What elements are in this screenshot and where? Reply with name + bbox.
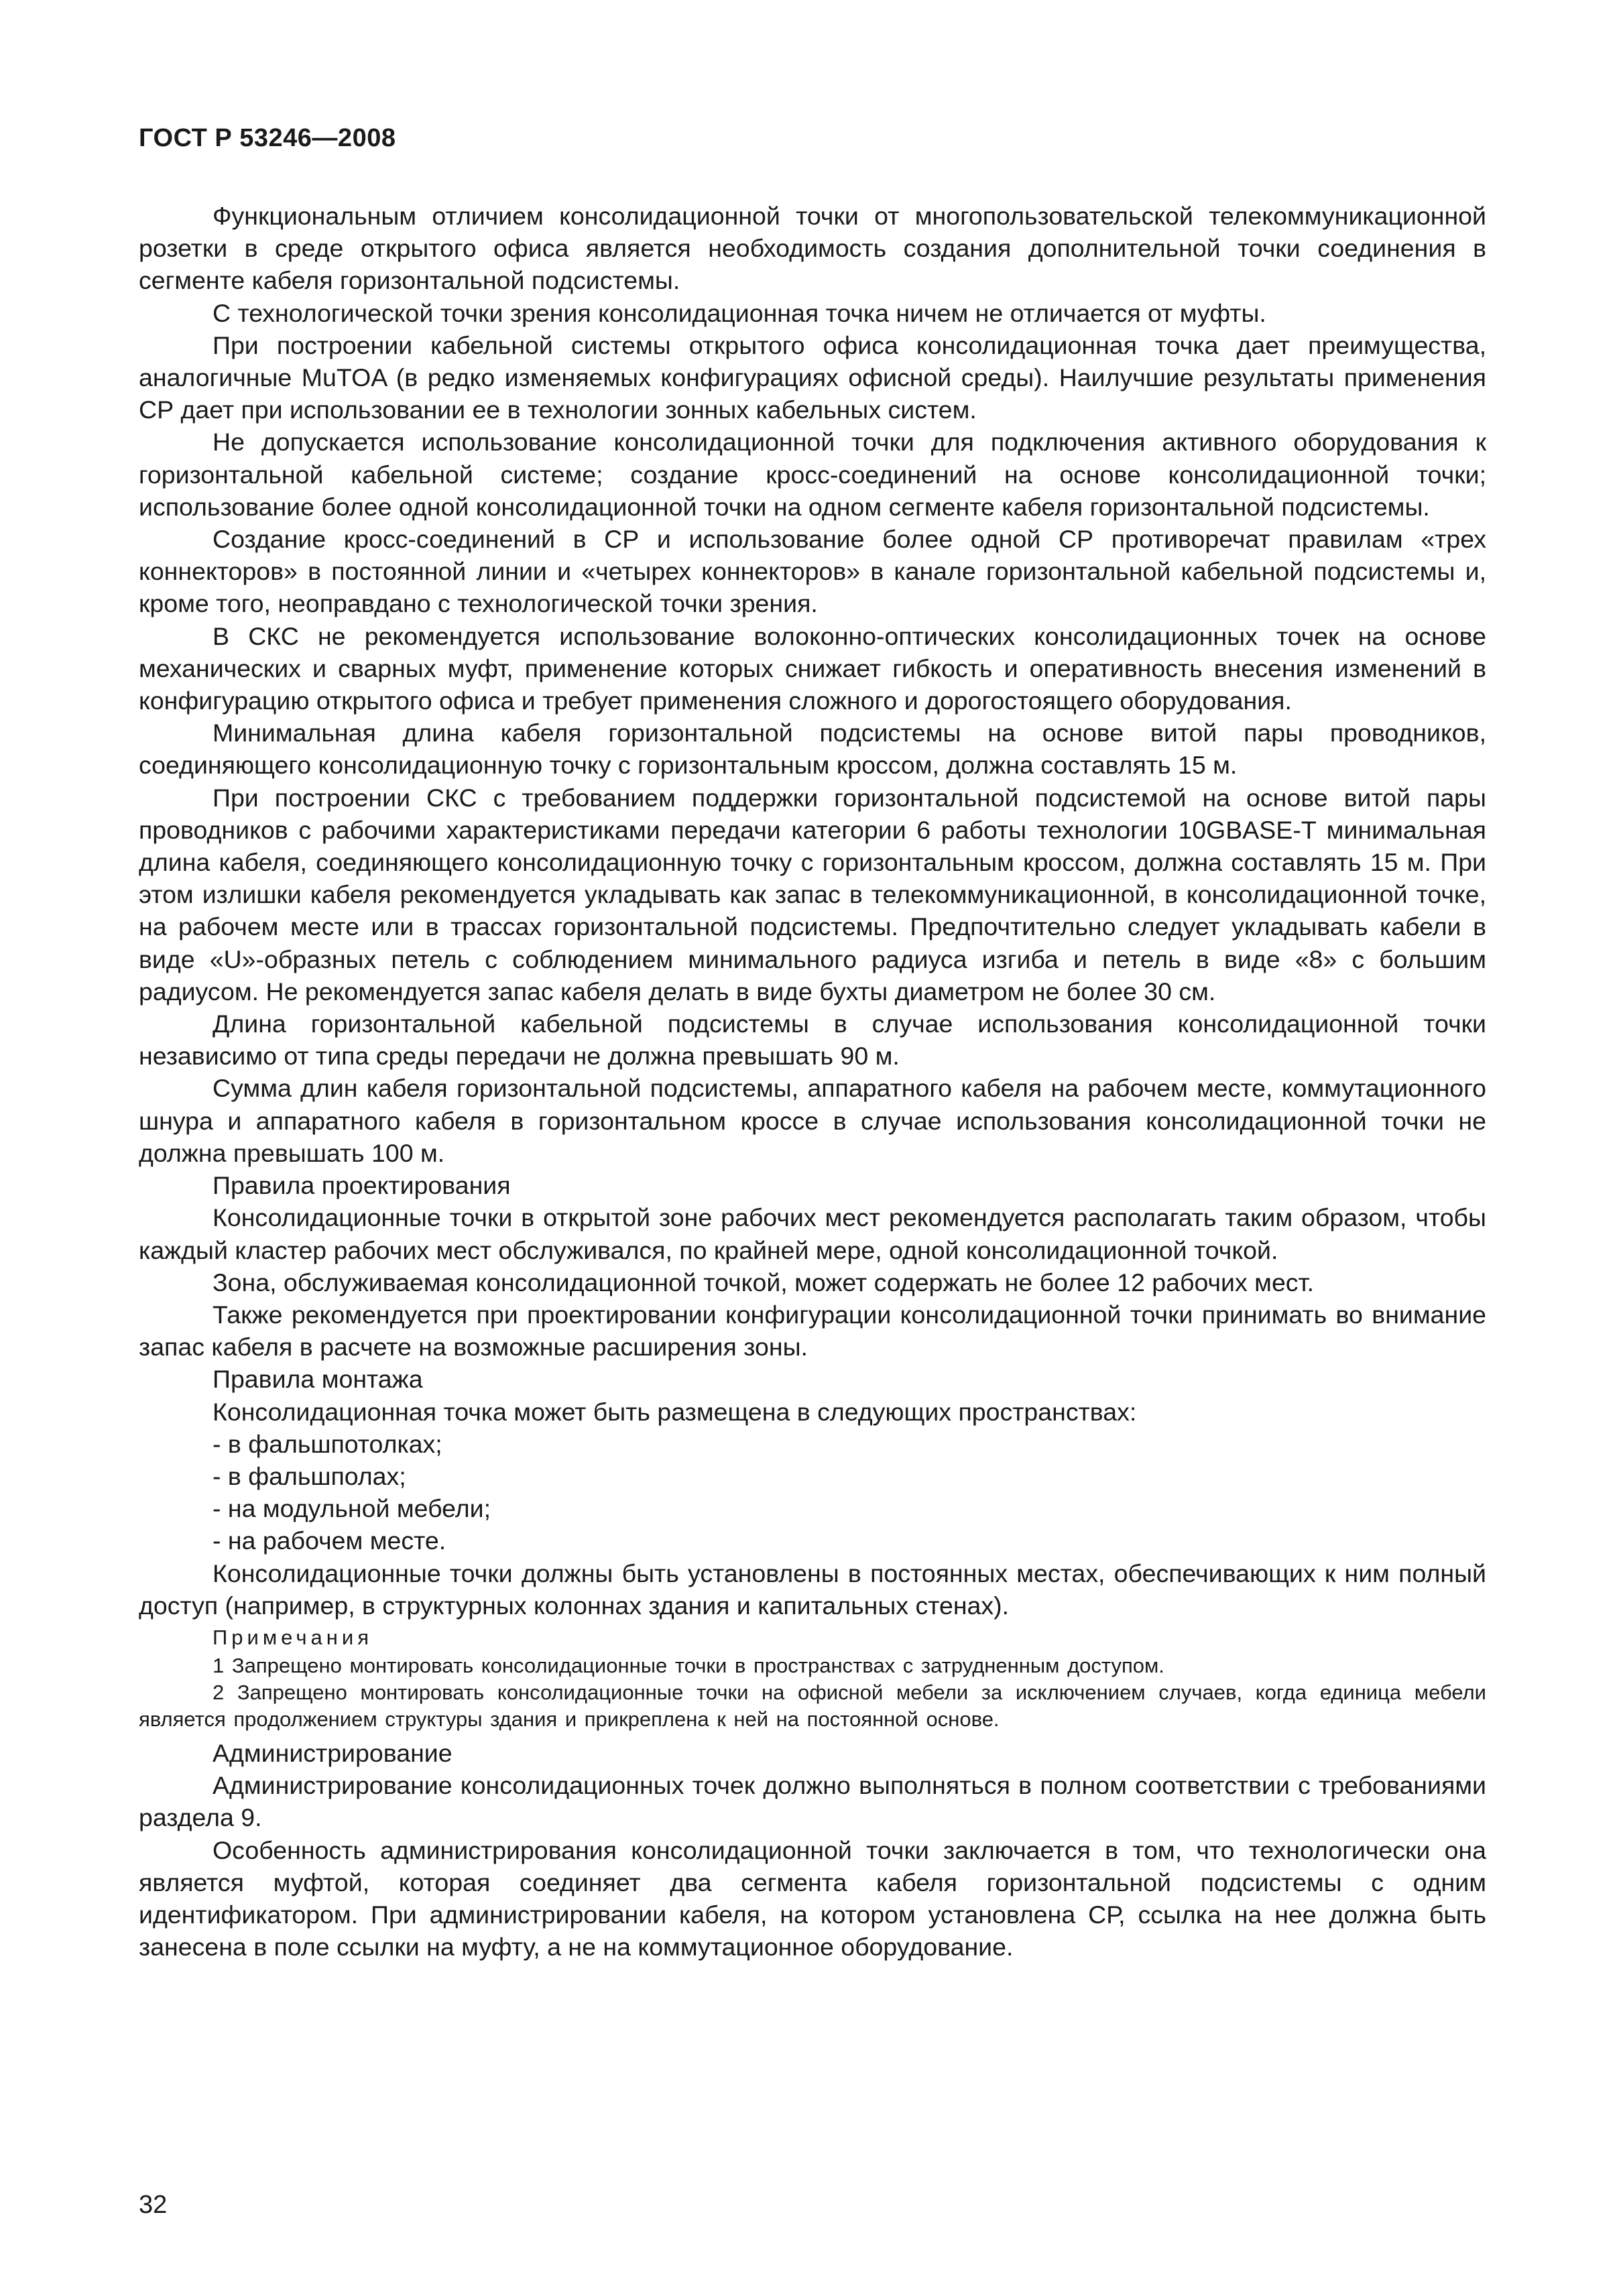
paragraph: При построении кабельной системы открытого офиса консолидационная точка дает преимущества, аналогичные MuTOA (в редко изменяемых конфигурациях офисной среды). Наилучшие результаты применения СР дает при использовании ее в технологии зонных кабельных систем.	[139, 330, 1486, 424]
paragraph: С технологической точки зрения консолидационная точка ничем не отличается от муфты.	[213, 298, 1266, 327]
list-item: - на модульной мебели;	[213, 1494, 491, 1523]
body-text	[139, 200, 1486, 1963]
paragraph: Консолидационные точки должны быть установлены в постоянных местах, обеспечивающих к ним полный доступ (например, в структурных колоннах здания и капитальных стенах).	[139, 1559, 1486, 1620]
note-item: 2 Запрещено монтировать консолидационные точки на офисной мебели за исключением случаев, когда единица мебели является продолжением структуры здания и прикреплена к ней на постоянной основе.	[139, 1680, 1486, 1731]
list-item: - на рабочем месте.	[213, 1526, 446, 1555]
paragraph: Также рекомендуется при проектировании конфигурации консолидационной точки принимать во внимание запас кабеля в расчете на возможные расширения зоны.	[139, 1300, 1486, 1362]
paragraph: Консолидационная точка может быть размещена в следующих пространствах:	[213, 1397, 1137, 1426]
paragraph: Администрирование консолидационных точек должно выполняться в полном соответствии с требованиями раздела 9.	[139, 1771, 1486, 1832]
paragraph: Функциональным отличием консолидационной точки от многопользовательской телекоммуникационной розетки в среде открытого офиса является необходимость создания дополнительной точки соединения в сегменте кабеля горизонтальной подсистемы.	[139, 202, 1486, 295]
notes-block	[139, 1624, 1486, 1733]
paragraph: При построении СКС с требованием поддержки горизонтальной подсистемой на основе витой пары проводников с рабочими характеристиками передачи категории 6 работы технологии 10GBASE-T минимальная длина кабеля, соединяющего консолидационную точку с горизонтальным кроссом, должна составлять 15 м. При этом излишки кабеля рекомендуется укладывать как запас в телекоммуникационной, в консолидационной точке, на рабочем месте или в трассах горизонтальной подсистемы. Предпочтительно следует укладывать кабели в виде «U»-образных петель с соблюдением минимального радиуса изгиба и петель в виде «8» с большим радиусом. Не рекомендуется запас кабеля делать в виде бухты диаметром не более 30 см.	[139, 783, 1486, 1006]
paragraph: Не допускается использование консолидационной точки для подключения активного оборудования к горизонтальной кабельной системе; создание кросс-соединений на основе консолидационной точки; использование более одной консолидационной точки на одном сегменте кабеля горизонтальной подсистемы.	[139, 428, 1486, 521]
document-header: ГОСТ Р 53246—2008	[139, 124, 396, 152]
paragraph: Зона, обслуживаемая консолидационной точкой, может содержать не более 12 рабочих мест.	[213, 1268, 1314, 1296]
notes-title: Примечания	[213, 1625, 373, 1649]
paragraph: Особенность администрирования консолидационной точки заключается в том, что технологически она является муфтой, которая соединяет два сегмента кабеля горизонтальной подсистемы с одним идентификатором. При администрировании кабеля, на котором установлена СР, ссылка на нее должна быть занесена в поле ссылки на муфту, а не на коммутационное оборудование.	[139, 1835, 1486, 1961]
paragraph: Минимальная длина кабеля горизонтальной подсистемы на основе витой пары проводников, соединяющего консолидационную точку с горизонтальным кроссом, должна составлять 15 м.	[139, 719, 1486, 780]
section-heading: Правила проектирования	[213, 1171, 511, 1200]
section-heading: Администрирование	[213, 1738, 453, 1767]
paragraph: Сумма длин кабеля горизонтальной подсистемы, аппаратного кабеля на рабочем месте, коммутационного шнура и аппаратного кабеля в горизонтальном кроссе в случае использования консолидационной точки не должна превышать 100 м.	[139, 1074, 1486, 1167]
section-heading: Правила монтажа	[213, 1365, 423, 1394]
paragraph: Длина горизонтальной кабельной подсистемы в случае использования консолидационной точки независимо от типа среды передачи не должна превышать 90 м.	[139, 1010, 1486, 1071]
list-item: - в фальшполах;	[213, 1461, 406, 1490]
paragraph: Консолидационные точки в открытой зоне рабочих мест рекомендуется располагать таким образом, чтобы каждый кластер рабочих мест обслуживался, по крайней мере, одной консолидационной точкой.	[139, 1203, 1486, 1264]
page-number: 32	[139, 2191, 168, 2219]
list-item: - в фальшпотолках;	[213, 1429, 442, 1458]
paragraph: В СКС не рекомендуется использование волоконно-оптических консолидационных точек на основе механических и сварных муфт, применение которых снижает гибкость и оперативность внесения изменений в конфигурацию открытого офиса и требует применения сложного и дорогостоящего оборудования.	[139, 621, 1486, 715]
paragraph: Создание кросс-соединений в СР и использование более одной СР противоречат правилам «трех коннекторов» в постоянной линии и «четырех коннекторов» в канале горизонтальной кабельной подсистемы и, кроме того, неоправдано с технологической точки зрения.	[139, 525, 1486, 618]
note-item: 1 Запрещено монтировать консолидационные точки в пространствах с затрудненным доступом.	[213, 1653, 1164, 1677]
